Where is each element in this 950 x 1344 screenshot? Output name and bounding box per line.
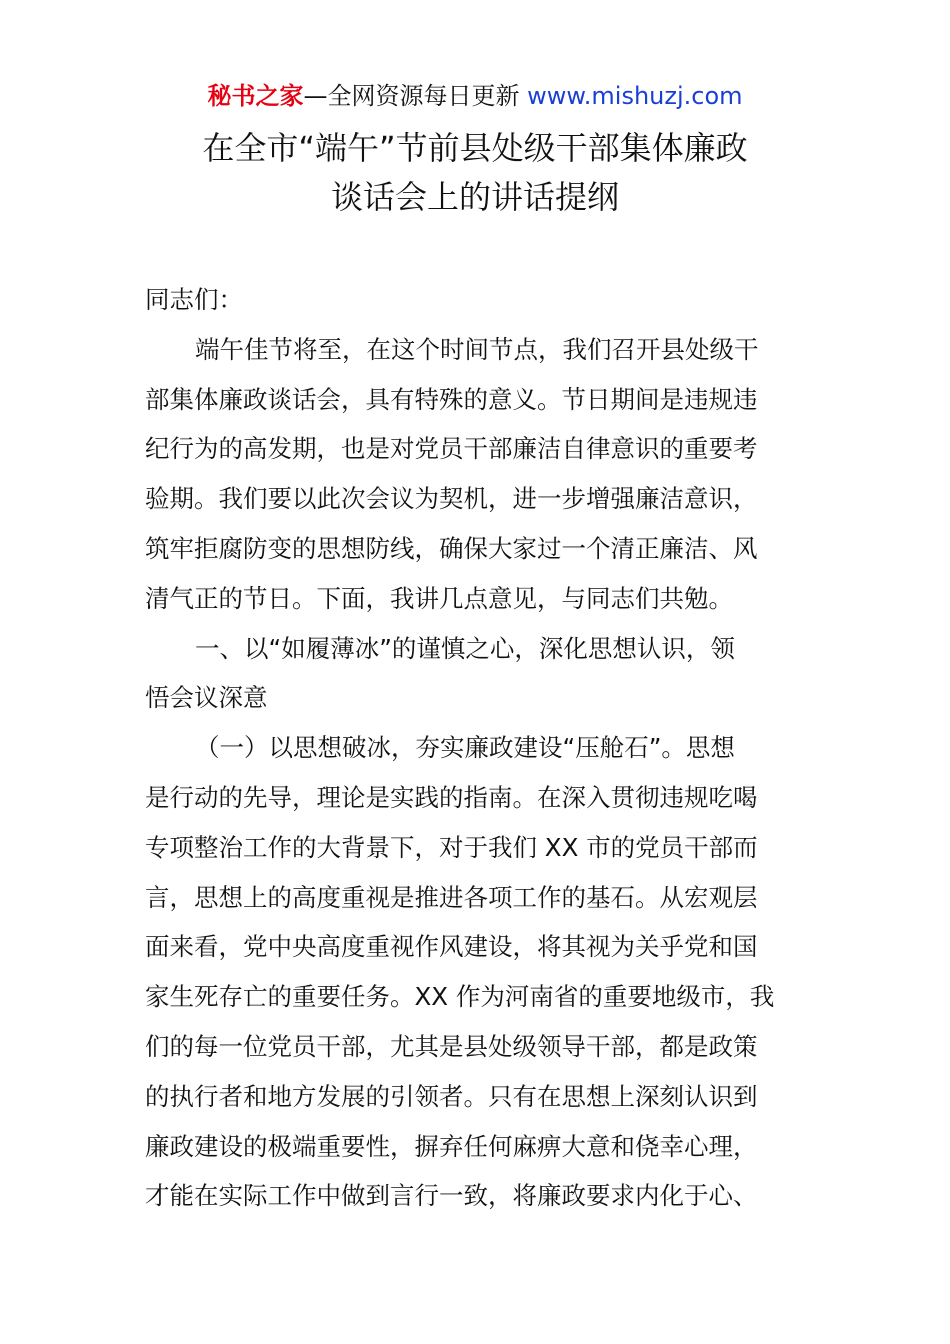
paragraph-line: 是行动的先导，理论是实践的指南。在深入贯彻违规吃喝 (145, 782, 758, 812)
site-brand: 秘书之家 (207, 82, 304, 110)
paragraph-line: 纪行为的高发期，也是对党员干部廉洁自律意识的重要考 (145, 434, 758, 464)
paragraph-line: 专项整治工作的大背景下，对于我们 XX 市的党员干部而 (145, 832, 758, 862)
salutation: 同志们： (145, 285, 243, 314)
paragraph-line: 部集体廉政谈话会，具有特殊的意义。节日期间是违规违 (145, 384, 758, 414)
paragraph-line: 筑牢拒腐防变的思想防线，确保大家过一个清正廉洁、风 (145, 533, 758, 563)
section-heading-line: 悟会议深意 (145, 683, 268, 713)
paragraph-line: 家生死存亡的重要任务。XX 作为河南省的重要地级市，我 (145, 982, 775, 1012)
paragraph-line: 面来看，党中央高度重视作风建设，将其视为关乎党和国 (145, 932, 758, 962)
document-title-line-1: 在全市“端午”节前县处级干部集体廉政 (202, 129, 748, 167)
paragraph-line: 验期。我们要以此次会议为契机，进一步增强廉洁意识， (145, 484, 758, 514)
paragraph-line: 们的每一位党员干部，尤其是县处级领导干部，都是政策 (145, 1031, 758, 1061)
paragraph-line: 才能在实际工作中做到言行一致，将廉政要求内化于心、 (145, 1181, 758, 1211)
paragraph-line: 清气正的节日。下面，我讲几点意见，与同志们共勉。 (145, 583, 733, 613)
document-body (145, 275, 810, 1221)
paragraph-line: 的执行者和地方发展的引领者。只有在思想上深刻认识到 (145, 1081, 758, 1111)
site-header (0, 78, 950, 114)
site-tagline: —全网资源每日更新 (303, 82, 528, 110)
paragraph-line: 言，思想上的高度重视是推进各项工作的基石。从宏观层 (145, 882, 758, 912)
section-heading-line: 一、以“如履薄冰”的谨慎之心，深化思想认识，领 (195, 633, 735, 663)
paragraph-line: 端午佳节将至，在这个时间节点，我们召开县处级干 (195, 334, 759, 364)
document-title-line-2: 谈话会上的讲话提纲 (330, 178, 619, 216)
paragraph-line: 廉政建设的极端重要性，摒弃任何麻痹大意和侥幸心理， (145, 1131, 758, 1161)
subsection-line: （一）以思想破冰，夯实廉政建设“压舱石”。思想 (195, 733, 735, 763)
site-url-link[interactable]: www.mishuzj.com (527, 82, 743, 110)
